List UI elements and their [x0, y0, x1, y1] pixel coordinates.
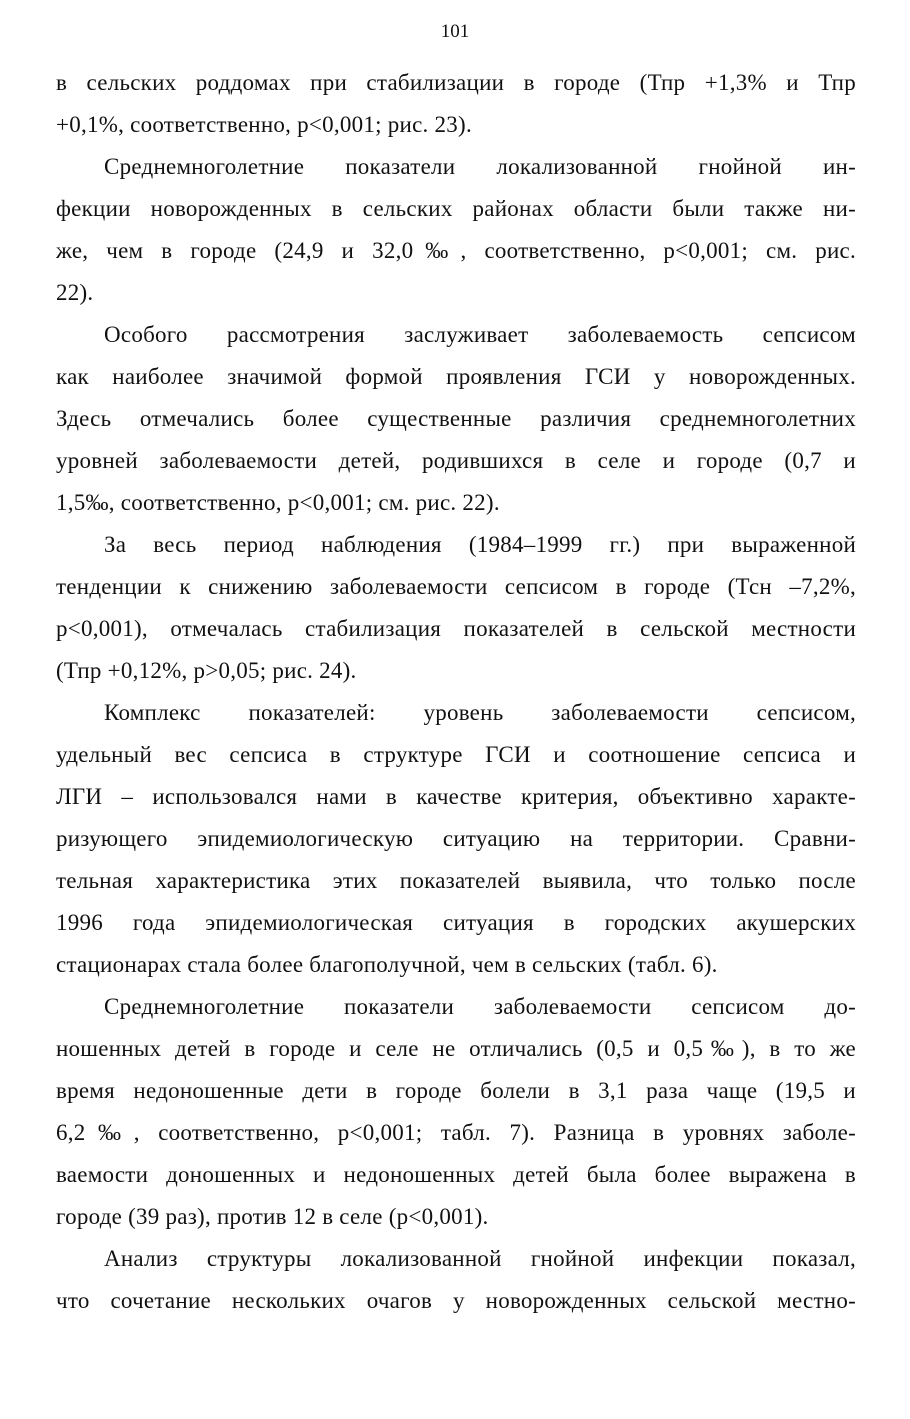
text-line: Анализ структуры локализованной гнойной инфекции показал, [104, 1246, 856, 1271]
text-line: Среднемноголетние показатели локализованной гнойной ин- [104, 154, 856, 179]
text-line: +0,1%, соответственно, р<0,001; рис. 23). [56, 112, 472, 137]
text-line: тенденции к снижению заболеваемости сепсисом в городе (Тсн –7,2%, [56, 574, 856, 599]
text-line: ризующего эпидемиологическую ситуацию на территории. Сравни- [56, 826, 856, 851]
text-line: 6,2‰, соответственно, р<0,001; табл. 7). Разница в уровнях заболе- [56, 1120, 856, 1145]
text-line: время недоношенные дети в городе болели в 3,1 раза чаще (19,5 и [56, 1078, 856, 1103]
text-line: удельный вес сепсиса в структуре ГСИ и соотношение сепсиса и [56, 742, 856, 767]
text-line: (Тпр +0,12%, р>0,05; рис. 24). [56, 658, 357, 683]
text-line: Среднемноголетние показатели заболеваемости сепсисом до- [104, 994, 856, 1019]
text-line: же, чем в городе (24,9 и 32,0‰, соответственно, р<0,001; см. рис. [56, 238, 856, 263]
text-line: ваемости доношенных и недоношенных детей была более выражена в [56, 1162, 856, 1187]
text-line: как наиболее значимой формой проявления ГСИ у новорожденных. [56, 364, 856, 389]
text-line: Здесь отмечались более существенные различия среднемноголетних [56, 406, 856, 431]
text-line: 1,5‰, соответственно, р<0,001; см. рис. 22). [56, 490, 500, 515]
text-line: в сельских роддомах при стабилизации в городе (Тпр +1,3% и Тпр [56, 70, 856, 95]
text-line: 1996 года эпидемиологическая ситуация в городских акушерских [56, 910, 856, 935]
text-line: стационарах стала более благополучной, чем в сельских (табл. 6). [56, 952, 718, 977]
text-line: городе (39 раз), против 12 в селе (р<0,001). [56, 1204, 489, 1229]
text-line: За весь период наблюдения (1984–1999 гг.) при выраженной [104, 532, 856, 557]
text-line: тельная характеристика этих показателей выявила, что только после [56, 868, 856, 893]
text-line: ЛГИ – использовался нами в качестве критерия, объективно характе- [56, 784, 856, 809]
body-text [56, 62, 856, 1322]
text-line: Комплекс показателей: уровень заболеваемости сепсисом, [104, 700, 856, 725]
text-line: уровней заболеваемости детей, родившихся в селе и городе (0,7 и [56, 448, 856, 473]
text-line: что сочетание нескольких очагов у новорожденных сельской местно- [56, 1288, 856, 1313]
page-number: 101 [440, 21, 470, 42]
text-line: 22). [56, 280, 94, 305]
text-line: ношенных детей в городе и селе не отличались (0,5 и 0,5‰), в то же [56, 1036, 856, 1061]
text-line: Особого рассмотрения заслуживает заболеваемость сепсисом [104, 322, 856, 347]
text-line: р<0,001), отмечалась стабилизация показателей в сельской местности [56, 616, 856, 641]
text-line: фекции новорожденных в сельских районах области были также ни- [56, 196, 856, 221]
